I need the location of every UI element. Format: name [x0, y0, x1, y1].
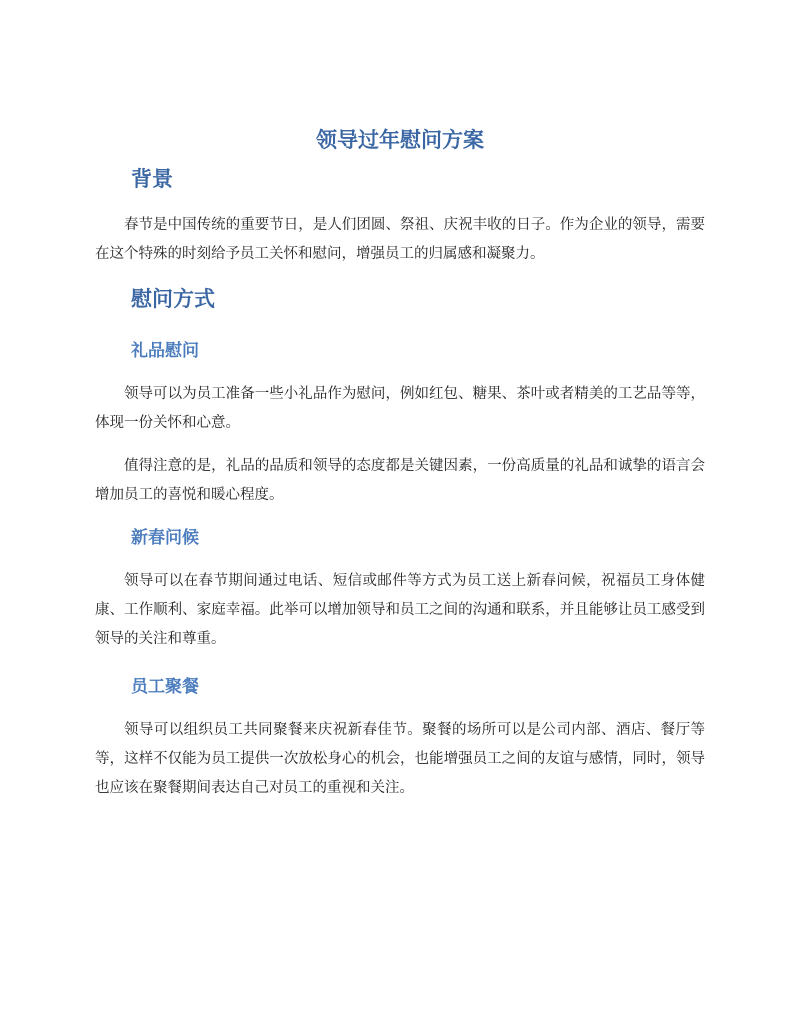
section-heading-methods: 慰问方式	[131, 287, 215, 311]
document-title: 领导过年慰问方案	[316, 128, 484, 152]
section-heading-background: 背景	[131, 167, 173, 191]
subsection-heading-gift: 礼品慰问	[131, 341, 199, 361]
subsection-heading-greeting: 新春问候	[131, 528, 199, 548]
paragraph-gift-2: 值得注意的是，礼品的品质和领导的态度都是关键因素，一份高质量的礼品和诚挚的语言会增加员工的喜悦和暖心程度。	[95, 458, 705, 503]
paragraph-dinner: 领导可以组织员工共同聚餐来庆祝新春佳节。聚餐的场所可以是公司内部、酒店、餐厅等等，这样不仅能为员工提供一次放松身心的机会，也能增强员工之间的友谊与感情，同时，领导也应该在聚餐期间表达自己对员工的重视和关注。	[95, 722, 705, 796]
subsection-heading-dinner: 员工聚餐	[131, 677, 199, 697]
paragraph-gift-1: 领导可以为员工准备一些小礼品作为慰问，例如红包、糖果、茶叶或者精美的工艺品等等，体现一份关怀和心意。	[95, 386, 705, 431]
paragraph-greeting: 领导可以在春节期间通过电话、短信或邮件等方式为员工送上新春问候，祝福员工身体健康、工作顺利、家庭幸福。此举可以增加领导和员工之间的沟通和联系，并且能够让员工感受到领导的关注和尊重。	[95, 573, 705, 647]
paragraph-background: 春节是中国传统的重要节日，是人们团圆、祭祖、庆祝丰收的日子。作为企业的领导，需要在这个特殊的时刻给予员工关怀和慰问，增强员工的归属感和凝聚力。	[95, 217, 705, 262]
